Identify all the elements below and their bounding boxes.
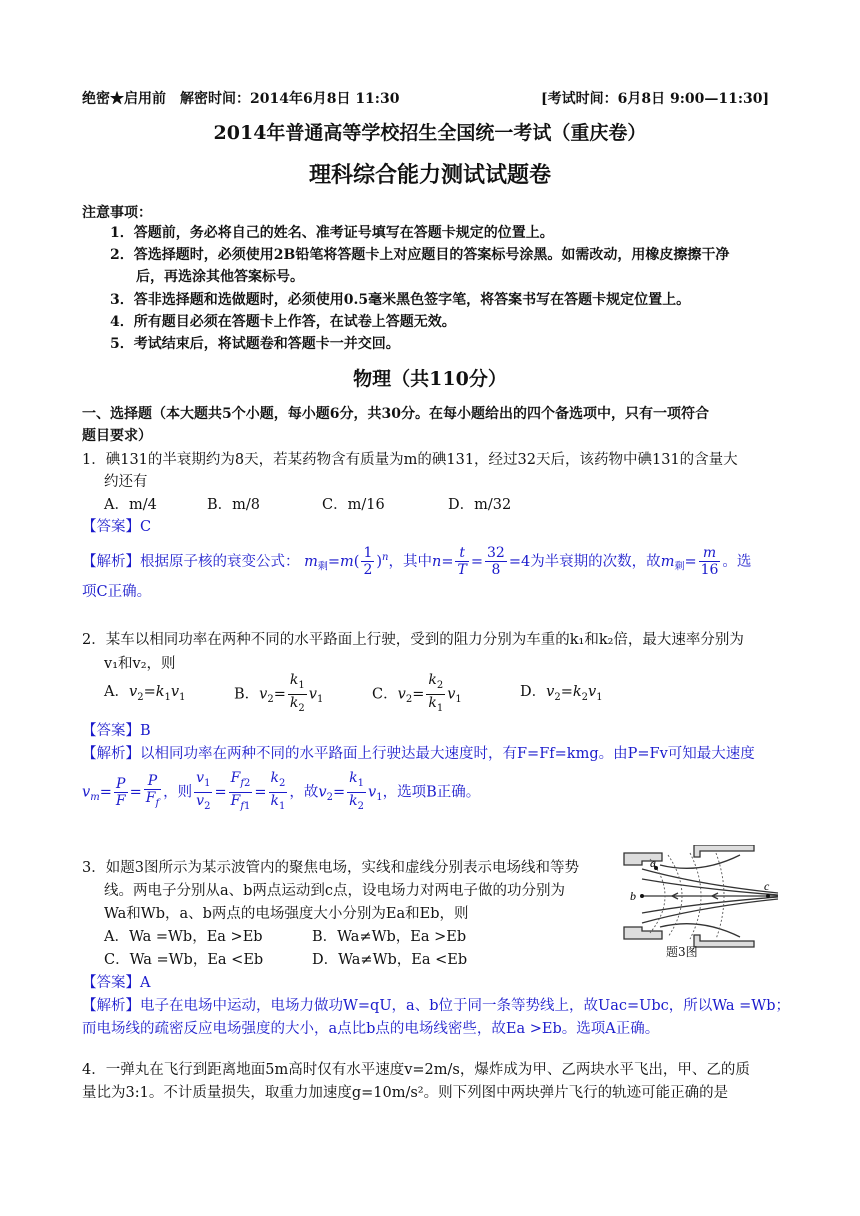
q1-analysis-line2: 项C正确。 — [82, 584, 152, 600]
q1-analysis: 【解析】根据原子核的衰变公式： $m_剩=m$( $\frac{1}{2}$ )$^n$，其中n= $\frac{t}{T}$ = $\frac{32}{8}$ =4为半衰期的次数，故$m_剩=$ $\frac{m}{16}$ 。选 — [82, 545, 752, 579]
q1-option-a: A．m/4 — [104, 497, 157, 513]
q1-answer: 【答案】C — [82, 519, 152, 535]
q1-option-b: B．m/8 — [207, 497, 261, 513]
notice-item: 4．所有题目必须在答题卡上作答，在试卷上答题无效。 — [110, 314, 456, 330]
header-left: 绝密★启用前 解密时间：2014年6月8日 11:30 — [82, 91, 400, 107]
q3-line1: 3．如题3图所示为某示波管内的聚焦电场，实线和虚线分别表示电场线和等势 — [82, 860, 579, 876]
q3-figure — [620, 845, 782, 963]
q2-answer: 【答案】B — [82, 723, 151, 739]
q4-line1: 4．一弹丸在飞行到距离地面5m高时仅有水平速度v=2m/s，爆炸成为甲、乙两块水平飞出，甲、乙的质 — [82, 1062, 750, 1078]
q2-line2: v₁和v₂，则 — [104, 656, 176, 672]
analysis-text: 根据原子核的衰变公式： — [140, 553, 300, 570]
exam-subtitle: 理科综合能力测试试题卷 — [308, 162, 551, 188]
field-diagram — [620, 845, 782, 963]
q2-option-b: B．$v_2=$ $\frac{k_1}{k_2}$ $v_1$ — [234, 672, 324, 714]
part1-line2: 题目要求） — [82, 428, 152, 444]
header-right: [考试时间：6月8日 9:00—11:30] — [541, 91, 770, 107]
q3-analysis-line1: 【解析】电子在电场中运动，电场力做功W=qU，a、b位于同一条等势线上，故Uac=Ubc，所以Wa =Wb； — [82, 998, 790, 1014]
analysis-text: ，其中 — [388, 553, 432, 570]
q1-option-c: C．m/16 — [322, 497, 385, 513]
q4-line2: 量比为3:1。不计质量损失，取重力加速度g=10m/s²。则下列图中两块弹片飞行的轨迹可能正确的是 — [82, 1085, 729, 1101]
figure-caption: 题3图 — [666, 945, 698, 959]
notice-item: 5．考试结束后，将试题卷和答题卡一并交回。 — [110, 336, 400, 352]
q3-option-c: C．Wa =Wb，Ea <Eb — [104, 952, 264, 968]
svg-text:b: b — [630, 889, 636, 903]
q1-option-d: D．m/32 — [448, 497, 512, 513]
q2-analysis-line2: $v_m=$ $\frac{P}{F}$ = $\frac{P}{F_f}$ ，则 $\frac{v_1}{v_2}$ = $\frac{F_{f2}}{F_{f1}}$ = $\frac{k_2}{k_1}$ ，故$v_2=$ $\frac{k_1}{k_2}$ $v_1$，选项B正确。 — [82, 770, 481, 812]
fraction: $\frac{t}{T}$ — [457, 545, 467, 579]
q3-line3: Wa和Wb，a、b两点的电场强度大小分别为Ea和Eb，则 — [104, 906, 469, 922]
q3-option-b: B．Wa≠Wb，Ea >Eb — [312, 929, 467, 945]
exam-title: 2014年普通高等学校招生全国统一考试（重庆卷） — [213, 122, 647, 144]
notice-item: 1．答题前，务必将自己的姓名、准考证号填写在答题卡规定的位置上。 — [110, 225, 554, 241]
part1-line1: 一、选择题（本大题共5个小题，每小题6分，共30分。在每小题给出的四个备选项中，只有一项符合 — [82, 406, 709, 422]
analysis-label: 【解析】 — [82, 553, 140, 570]
q1-line1: 1．碘131的半衰期约为8天，若某药物含有质量为m的碘131，经过32天后，该药物中碘131的含量大 — [82, 452, 738, 468]
section-title: 物理（共110分） — [353, 368, 507, 390]
notice-item: 2．答选择题时，必须使用2B铅笔将答题卡上对应题目的答案标号涂黑。如需改动，用橡皮擦擦干净 — [110, 247, 730, 263]
q2-line1: 2．某车以相同功率在两种不同的水平路面上行驶，受到的阻力分别为车重的k₁和k₂倍，最大速率分别为 — [82, 632, 744, 648]
q2-analysis-line1: 【解析】以相同功率在两种不同的水平路面上行驶达最大速度时，有F=Ff=kmg。由P=Fv可知最大速度 — [82, 746, 755, 762]
svg-text:a: a — [650, 856, 656, 870]
fraction: $\frac{m}{16}$ — [700, 545, 719, 579]
q3-line2: 线。两电子分别从a、b两点运动到c点，设电场力对两电子做的功分别为 — [104, 883, 566, 899]
svg-text:c: c — [764, 879, 770, 893]
q3-analysis-line2: 而电场线的疏密反应电场强度的大小，a点比b点的电场线密些，故Ea >Eb。选项A正确。 — [82, 1021, 660, 1037]
point-c — [766, 894, 770, 898]
q3-option-a: A．Wa =Wb，Ea >Eb — [104, 929, 263, 945]
notice-item: 3．答非选择题和选做题时，必须使用0.5毫米黑色签字笔，将答案书写在答题卡规定位置上。 — [110, 292, 691, 308]
q2-option-c: C．$v_2=$ $\frac{k_2}{k_1}$ $v_1$ — [372, 672, 462, 714]
q3-answer: 【答案】A — [82, 975, 151, 991]
q2-option-a: A．$v_2=k_1v_1$ — [104, 684, 186, 703]
fraction: $\frac{1}{2}$ — [363, 545, 373, 579]
point-b — [640, 894, 644, 898]
q3-option-d: D．Wa≠Wb，Ea <Eb — [312, 952, 468, 968]
analysis-text: 。选 — [722, 553, 752, 570]
analysis-text: 为半衰期的次数，故 — [530, 553, 661, 570]
fraction: $\frac{32}{8}$ — [486, 545, 505, 579]
q2-option-d: D．$v_2=k_2v_1$ — [520, 684, 603, 703]
notice-item: 后，再选涂其他答案标号。 — [136, 269, 304, 285]
q1-line2: 约还有 — [104, 474, 148, 490]
notice-heading: 注意事项： — [82, 205, 152, 221]
